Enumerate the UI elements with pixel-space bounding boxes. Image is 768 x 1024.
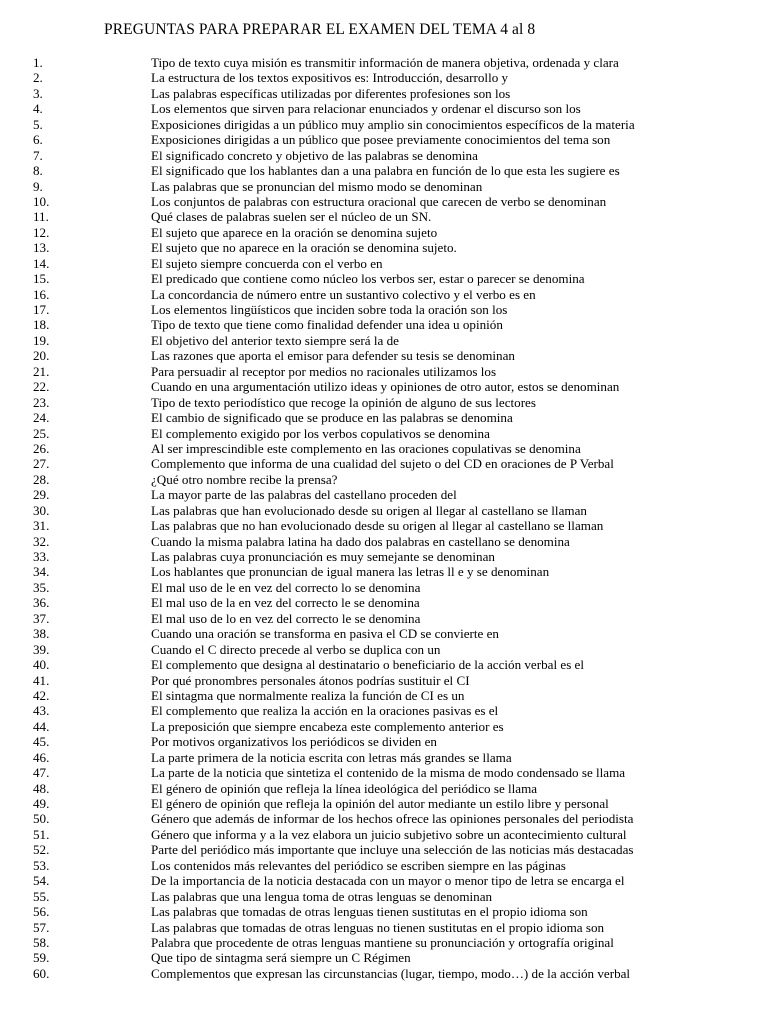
- question-text: La mayor parte de las palabras del castellano proceden del: [151, 487, 457, 503]
- question-number: 6.: [33, 132, 43, 148]
- question-item: [0, 503, 768, 518]
- question-number: 2.: [33, 70, 43, 86]
- question-item: [0, 472, 768, 487]
- question-text: El complemento exigido por los verbos copulativos se denomina: [151, 425, 490, 441]
- question-item: [0, 750, 768, 765]
- question-number: 32.: [33, 533, 50, 549]
- question-text: Los contenidos más relevantes del periódico se escriben siempre en las páginas: [151, 857, 566, 873]
- question-number: 4.: [33, 101, 43, 117]
- question-text: Parte del periódico más importante que incluye una selección de las noticias más destacadas: [151, 842, 634, 858]
- question-item: [0, 456, 768, 471]
- question-item: [0, 302, 768, 317]
- question-item: [0, 796, 768, 811]
- question-item: [0, 688, 768, 703]
- question-text: El objetivo del anterior texto siempre será la de: [151, 332, 399, 348]
- question-item: [0, 441, 768, 456]
- question-number: 22.: [33, 379, 50, 395]
- question-text: Cuando el C directo precede al verbo se duplica con un: [151, 641, 441, 657]
- page-title: PREGUNTAS PARA PREPARAR EL EXAMEN DEL TEMA 4 al 8: [104, 21, 536, 38]
- question-item: [0, 379, 768, 394]
- question-text: El mal uso de la en vez del correcto le se denomina: [151, 595, 420, 611]
- question-text: Tipo de texto periodístico que recoge la opinión de alguno de sus lectores: [151, 394, 536, 410]
- question-text: Por motivos organizativos los periódicos se dividen en: [151, 734, 437, 750]
- question-number: 46.: [33, 749, 50, 765]
- question-number: 59.: [33, 950, 50, 966]
- question-text: El género de opinión que refleja la opinión del autor mediante un estilo libre y personal: [151, 796, 609, 811]
- question-number: 51.: [33, 826, 50, 842]
- question-number: 15.: [33, 271, 50, 287]
- question-item: [0, 333, 768, 348]
- question-number: 16.: [33, 286, 50, 302]
- question-text: La preposición que siempre encabeza este complemento anterior es: [151, 718, 504, 734]
- question-text: El género de opinión que refleja la línea ideológica del periódico se llama: [151, 780, 538, 796]
- question-text: Las palabras que han evolucionado desde su origen al llegar al castellano se llaman: [151, 502, 587, 518]
- question-number: 8.: [33, 163, 43, 179]
- question-item: [0, 287, 768, 302]
- question-number: 42.: [33, 687, 50, 703]
- question-number: 12.: [33, 224, 50, 240]
- question-item: [0, 163, 768, 178]
- question-item: [0, 966, 768, 981]
- question-item: [0, 595, 768, 610]
- question-text: Complementos que expresan las circunstancias (lugar, tiempo, modo…) de la acción verbal: [151, 965, 631, 981]
- question-text: La parte de la noticia que sintetiza el contenido de la misma de modo condensado se llama: [151, 765, 626, 781]
- question-text: Los hablantes que pronuncian de igual manera las letras ll e y se denominan: [151, 564, 550, 580]
- question-number: 49.: [33, 796, 50, 811]
- question-item: [0, 364, 768, 379]
- question-text: Exposiciones dirigidas a un público muy amplio sin conocimientos específicos de la materia: [151, 116, 635, 132]
- question-number: 21.: [33, 363, 50, 379]
- question-item: [0, 673, 768, 688]
- question-number: 17.: [33, 302, 50, 317]
- question-number: 37.: [33, 610, 50, 626]
- question-number: 39.: [33, 641, 50, 657]
- question-item: [0, 317, 768, 332]
- question-item: [0, 148, 768, 163]
- question-number: 5.: [33, 116, 43, 132]
- question-text: El significado que los hablantes dan a una palabra en función de lo que esta les sugiere es: [151, 163, 620, 179]
- question-number: 50.: [33, 811, 50, 827]
- question-text: Las palabras que no han evolucionado desde su origen al llegar al castellano se llaman: [151, 518, 604, 534]
- question-number: 9.: [33, 178, 43, 194]
- question-number: 55.: [33, 888, 50, 904]
- question-text: Por qué pronombres personales átonos podrías sustituir el CI: [151, 672, 470, 688]
- question-item: [0, 132, 768, 147]
- question-item: [0, 410, 768, 425]
- question-number: 47.: [33, 765, 50, 781]
- question-item: [0, 348, 768, 363]
- question-text: Género que informa y a la vez elabora un juicio subjetivo sobre un acontecimiento cultural: [151, 826, 627, 842]
- question-text: El significado concreto y objetivo de las palabras se denomina: [151, 147, 478, 163]
- question-text: El sintagma que normalmente realiza la función de CI es un: [151, 687, 465, 703]
- question-item: [0, 179, 768, 194]
- question-text: El mal uso de le en vez del correcto lo se denomina: [151, 579, 421, 595]
- question-item: [0, 518, 768, 533]
- question-item: [0, 101, 768, 116]
- question-item: [0, 86, 768, 101]
- question-text: El mal uso de lo en vez del correcto le se denomina: [151, 610, 421, 626]
- question-text: De la importancia de la noticia destacada con un mayor o menor tipo de letra se encarga el: [151, 873, 625, 889]
- question-number: 36.: [33, 595, 50, 611]
- question-number: 57.: [33, 919, 50, 935]
- question-number: 27.: [33, 456, 50, 472]
- question-text: Los elementos lingüísticos que inciden sobre toda la oración son los: [151, 302, 508, 317]
- question-text: Que tipo de sintagma será siempre un C Régimen: [151, 950, 411, 966]
- question-number: 30.: [33, 502, 50, 518]
- question-number: 34.: [33, 564, 50, 580]
- question-text: La parte primera de la noticia escrita con letras más grandes se llama: [151, 749, 512, 765]
- question-text: La concordancia de número entre un sustantivo colectivo y el verbo es en: [151, 286, 536, 302]
- question-item: [0, 611, 768, 626]
- question-list: [0, 55, 768, 981]
- question-number: 25.: [33, 425, 50, 441]
- question-item: [0, 271, 768, 286]
- question-number: 3.: [33, 85, 43, 101]
- question-number: 45.: [33, 734, 50, 750]
- question-item: [0, 811, 768, 826]
- question-text: Las palabras que tomadas de otras lenguas tienen sustitutas en el propio idioma son: [151, 904, 588, 920]
- question-number: 33.: [33, 549, 50, 564]
- question-text: Cuando la misma palabra latina ha dado dos palabras en castellano se denomina: [151, 533, 570, 549]
- question-text: Los conjuntos de palabras con estructura oracional que carecen de verbo se denominan: [151, 193, 607, 209]
- question-text: Tipo de texto que tiene como finalidad defender una idea u opinión: [151, 317, 503, 333]
- question-text: Para persuadir al receptor por medios no racionales utilizamos los: [151, 363, 497, 379]
- question-number: 23.: [33, 394, 50, 410]
- question-number: 40.: [33, 657, 50, 673]
- question-item: [0, 564, 768, 579]
- question-number: 11.: [33, 209, 49, 225]
- question-number: 56.: [33, 904, 50, 920]
- question-item: [0, 487, 768, 502]
- question-number: 48.: [33, 780, 50, 796]
- question-item: [0, 395, 768, 410]
- question-number: 19.: [33, 332, 50, 348]
- question-number: 29.: [33, 487, 50, 503]
- question-number: 14.: [33, 255, 50, 271]
- question-number: 54.: [33, 873, 50, 889]
- question-text: El complemento que designa al destinatario o beneficiario de la acción verbal es el: [151, 657, 585, 673]
- question-item: [0, 935, 768, 950]
- question-item: [0, 626, 768, 641]
- question-item: [0, 842, 768, 857]
- question-number: 38.: [33, 626, 50, 642]
- question-item: [0, 117, 768, 132]
- question-item: [0, 194, 768, 209]
- question-number: 13.: [33, 240, 50, 256]
- question-text: Cuando en una argumentación utilizo ideas y opiniones de otro autor, estos se denominan: [151, 379, 620, 395]
- question-item: [0, 904, 768, 919]
- question-item: [0, 534, 768, 549]
- question-number: 35.: [33, 579, 50, 595]
- question-text: Qué clases de palabras suelen ser el núcleo de un SN.: [151, 209, 432, 225]
- question-item: [0, 657, 768, 672]
- question-number: 43.: [33, 703, 50, 719]
- question-number: 60.: [33, 965, 50, 981]
- question-number: 24.: [33, 410, 50, 426]
- question-text: El sujeto siempre concuerda con el verbo en: [151, 255, 383, 271]
- question-number: 28.: [33, 471, 50, 487]
- question-text: Las palabras que una lengua toma de otras lenguas se denominan: [151, 888, 493, 904]
- question-text: El sujeto que no aparece en la oración se denomina sujeto.: [151, 240, 457, 256]
- question-text: El cambio de significado que se produce en las palabras se denomina: [151, 410, 513, 426]
- question-text: Las palabras que se pronuncian del mismo modo se denominan: [151, 178, 483, 194]
- question-number: 1.: [33, 55, 43, 70]
- question-text: La estructura de los textos expositivos es: Introducción, desarrollo y: [151, 70, 509, 86]
- question-item: [0, 873, 768, 888]
- question-text: Los elementos que sirven para relacionar enunciados y ordenar el discurso son los: [151, 101, 581, 117]
- question-item: [0, 256, 768, 271]
- question-item: [0, 889, 768, 904]
- question-item: [0, 703, 768, 718]
- question-item: [0, 642, 768, 657]
- question-item: [0, 580, 768, 595]
- question-item: [0, 225, 768, 240]
- question-text: El sujeto que aparece en la oración se denomina sujeto: [151, 224, 438, 240]
- question-number: 52.: [33, 842, 50, 858]
- question-text: Las razones que aporta el emisor para defender su tesis se denominan: [151, 348, 515, 364]
- question-item: [0, 920, 768, 935]
- question-number: 20.: [33, 348, 50, 364]
- question-item: [0, 858, 768, 873]
- question-number: 53.: [33, 857, 50, 873]
- question-number: 58.: [33, 934, 50, 950]
- question-number: 31.: [33, 518, 50, 534]
- question-text: Al ser imprescindible este complemento en las oraciones copulativas se denomina: [151, 440, 581, 456]
- question-number: 7.: [33, 147, 43, 163]
- question-item: [0, 209, 768, 224]
- question-text: Palabra que procedente de otras lenguas mantiene su pronunciación y ortografía original: [151, 934, 614, 950]
- question-text: Género que además de informar de los hechos ofrece las opiniones personales del periodista: [151, 811, 634, 827]
- question-item: [0, 70, 768, 85]
- question-number: 10.: [33, 193, 50, 209]
- question-text: Las palabras cuya pronunciación es muy semejante se denominan: [151, 549, 495, 564]
- question-item: [0, 781, 768, 796]
- question-number: 26.: [33, 440, 50, 456]
- question-text: Complemento que informa de una cualidad del sujeto o del CD en oraciones de P Verbal: [151, 456, 614, 472]
- question-text: El predicado que contiene como núcleo los verbos ser, estar o parecer se denomina: [151, 271, 585, 287]
- question-text: Las palabras que tomadas de otras lenguas no tienen sustitutas en el propio idioma son: [151, 919, 605, 935]
- question-item: [0, 240, 768, 255]
- question-item: [0, 549, 768, 564]
- question-text: ¿Qué otro nombre recibe la prensa?: [151, 471, 338, 487]
- question-number: 44.: [33, 718, 50, 734]
- question-text: Exposiciones dirigidas a un público que posee previamente conocimientos del tema son: [151, 132, 611, 148]
- question-text: El complemento que realiza la acción en la oraciones pasivas es el: [151, 703, 499, 719]
- question-item: [0, 734, 768, 749]
- question-item: [0, 426, 768, 441]
- question-item: [0, 765, 768, 780]
- question-item: [0, 827, 768, 842]
- question-number: 41.: [33, 672, 50, 688]
- question-item: [0, 719, 768, 734]
- question-text: Tipo de texto cuya misión es transmitir información de manera objetiva, ordenada y clara: [151, 55, 619, 70]
- question-item: [0, 950, 768, 965]
- question-text: Cuando una oración se transforma en pasiva el CD se convierte en: [151, 626, 499, 642]
- question-number: 18.: [33, 317, 50, 333]
- question-item: [0, 55, 768, 70]
- question-text: Las palabras específicas utilizadas por diferentes profesiones son los: [151, 85, 511, 101]
